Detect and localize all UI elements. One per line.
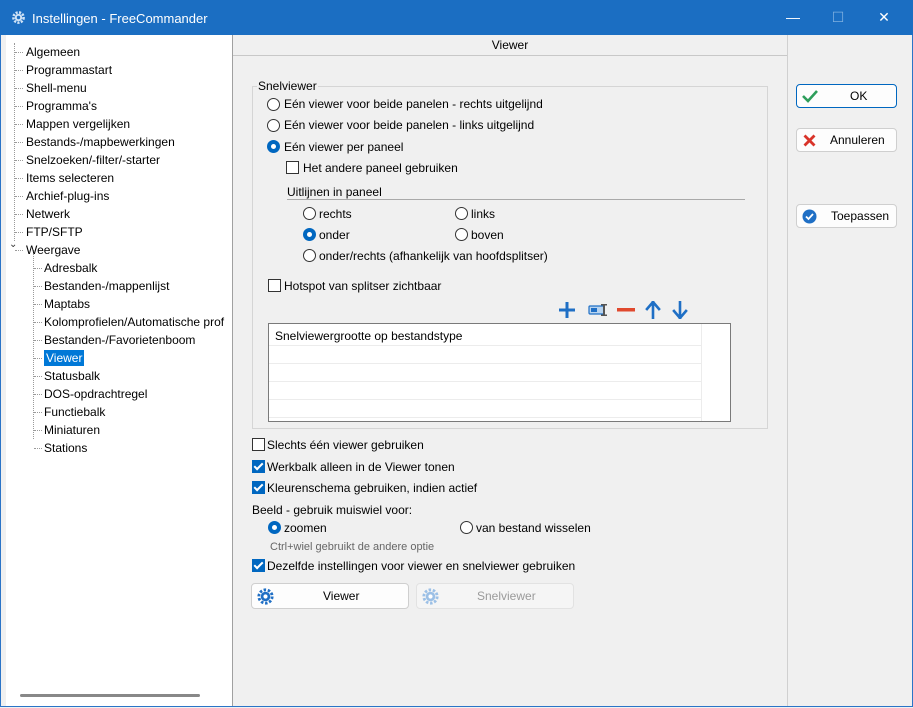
ok-label: OK [850, 89, 868, 103]
tree-connector [15, 106, 23, 107]
tree-connector [34, 448, 42, 449]
tree-item-ftp-sftp[interactable] [26, 223, 83, 241]
align-right-label: rechts [319, 207, 352, 221]
viewer-per-panel-radio[interactable] [267, 140, 280, 153]
tree-item-label: Algemeen [26, 45, 81, 59]
color-scheme-label: Kleurenschema gebruiken, indien actief [267, 481, 478, 495]
tree-connector [15, 214, 23, 215]
tree-item-label: Mappen vergelijken [26, 117, 131, 131]
maximize-button[interactable]: ☐ [831, 9, 845, 25]
tree-item-label: Functiebalk [44, 405, 106, 419]
tree-item-label: Bestands-/mapbewerkingen [26, 135, 175, 149]
list-item[interactable] [269, 399, 702, 418]
window-title: Instellingen - FreeCommander [32, 11, 208, 26]
viewer-settings-button[interactable] [251, 583, 409, 609]
tree-connector [34, 358, 42, 359]
toolbar-only-viewer-label: Werkbalk alleen in de Viewer tonen [267, 460, 455, 474]
tree-connector [34, 394, 42, 395]
tree-item-label: Statusbalk [44, 369, 101, 383]
close-button[interactable]: ✕ [878, 9, 890, 25]
tree-item-bestanden-mappenlijst[interactable] [44, 277, 169, 295]
arrow-down-icon[interactable] [672, 301, 688, 319]
tree-item-label: DOS-opdrachtregel [44, 387, 148, 401]
same-settings-checkbox[interactable] [252, 559, 265, 572]
viewer-per-panel-label: Eén viewer per paneel [284, 140, 404, 154]
align-bottom-label: onder [319, 228, 350, 242]
tree-connector [34, 304, 42, 305]
wheel-hint: Ctrl+wiel gebruikt de andere optie [270, 541, 435, 553]
align-separator [287, 199, 745, 200]
add-icon[interactable] [558, 301, 576, 319]
tree-item-dos-opdrachtregel[interactable] [44, 385, 147, 403]
list-item-label: Snelviewergrootte op bestandstype [275, 329, 463, 343]
tree-item-label: Stations [44, 441, 88, 455]
viewer-both-left-radio[interactable] [267, 119, 280, 132]
tree-item-weergave[interactable] [26, 241, 80, 259]
mousewheel-label: Beeld - gebruik muiswiel voor: [252, 503, 413, 517]
snelviewer-settings-label: Snelviewer [477, 589, 536, 603]
tree-item-adresbalk[interactable] [44, 259, 97, 277]
pane-divider[interactable] [232, 35, 233, 706]
tree-connector [34, 340, 42, 341]
settings-tree[interactable] [6, 35, 232, 706]
tree-item-label: Bestanden-/Favorietenboom [44, 333, 196, 347]
align-right-radio[interactable] [303, 207, 316, 220]
tree-item-label: Bestanden-/mappenlijst [44, 279, 170, 293]
gear-icon [10, 9, 27, 26]
gear-icon [256, 587, 275, 606]
tree-item-label: Programma's [26, 99, 97, 113]
tree-item-bestands-mapbewerkingen[interactable] [26, 133, 175, 151]
tree-connector [15, 124, 23, 125]
tree-item-mappen-vergelijken[interactable] [26, 115, 130, 133]
remove-icon[interactable] [617, 308, 635, 313]
viewer-settings-label: Viewer [323, 589, 360, 603]
tree-item-label: Weergave [26, 243, 81, 257]
list-item[interactable] [269, 381, 702, 400]
checkmark-icon [802, 89, 818, 103]
viewer-both-right-label: Eén viewer voor beide panelen - rechts uitgelijnd [284, 97, 543, 111]
align-top-label: boven [471, 228, 504, 242]
tree-connector [34, 376, 42, 377]
tree-item-stations[interactable] [44, 439, 87, 457]
tree-item-label: Shell-menu [26, 81, 87, 95]
tree-item-label: FTP/SFTP [26, 225, 83, 239]
list-item[interactable] [269, 327, 702, 346]
tree-item-maptabs[interactable] [44, 295, 90, 313]
apply-button[interactable] [796, 204, 897, 228]
tree-item-label: Maptabs [44, 297, 91, 311]
cancel-label: Annuleren [830, 133, 885, 147]
tree-connector [15, 160, 23, 161]
align-label: Uitlijnen in paneel [287, 185, 382, 199]
tree-item-label: Items selecteren [26, 171, 115, 185]
other-panel-checkbox[interactable] [286, 161, 299, 174]
toolbar-only-viewer-checkbox[interactable] [252, 460, 265, 473]
list-column-separator [701, 324, 702, 421]
tree-connector [15, 196, 23, 197]
snelviewer-group-label: Snelviewer [258, 79, 317, 93]
tree-connector [15, 250, 23, 251]
align-auto-label: onder/rechts (afhankelijk van hoofdsplitser) [319, 249, 548, 263]
align-left-label: links [471, 207, 496, 221]
tree-item-label: Viewer [46, 351, 83, 365]
tree-item-viewer[interactable] [44, 349, 84, 367]
tree-connector [34, 430, 42, 431]
same-settings-label: Dezelfde instellingen voor viewer en snelviewer gebruiken [267, 559, 576, 573]
chevron-down-icon[interactable]: ⌄ [9, 239, 18, 250]
wheel-zoom-label: zoomen [284, 521, 327, 535]
tree-connector [15, 88, 23, 89]
color-scheme-checkbox[interactable] [252, 481, 265, 494]
align-left-radio[interactable] [455, 207, 468, 220]
tree-item-label: Kolomprofielen/Automatische prof [44, 315, 225, 329]
viewer-both-right-radio[interactable] [267, 98, 280, 111]
tree-item-label: Archief-plug-ins [26, 189, 110, 203]
tree-connector [15, 142, 23, 143]
hotspot-label: Hotspot van splitser zichtbaar [284, 279, 442, 293]
wheel-zoom-radio[interactable] [268, 521, 281, 534]
tree-connector [34, 286, 42, 287]
wheel-switch-radio[interactable] [460, 521, 473, 534]
only-one-viewer-label: Slechts één viewer gebruiken [267, 438, 424, 452]
tree-item-miniaturen[interactable] [44, 421, 100, 439]
align-top-radio[interactable] [455, 228, 468, 241]
cancel-button[interactable] [796, 128, 897, 152]
wheel-switch-label: van bestand wisselen [476, 521, 591, 535]
apply-label: Toepassen [831, 209, 890, 223]
tree-connector [34, 268, 42, 269]
align-auto-radio[interactable] [303, 249, 316, 262]
tree-item-shell-menu[interactable] [26, 79, 87, 97]
check-circle-icon [802, 209, 817, 224]
list-item[interactable] [269, 345, 702, 364]
tree-item-label: Adresbalk [44, 261, 98, 275]
tree-scrollbar[interactable] [20, 694, 200, 697]
tree-item-programmastart[interactable] [26, 61, 112, 79]
tree-item-label: Netwerk [26, 207, 71, 221]
list-item[interactable] [269, 363, 702, 382]
arrow-up-icon[interactable] [645, 301, 661, 319]
edit-icon[interactable] [588, 302, 610, 318]
tree-connector [15, 52, 23, 53]
tree-item-programma-s[interactable] [26, 97, 97, 115]
tree-item-bestanden-favorietenboom[interactable] [44, 331, 195, 349]
tree-item-functiebalk[interactable] [44, 403, 105, 421]
filetype-size-list[interactable] [268, 323, 731, 422]
only-one-viewer-checkbox[interactable] [252, 438, 265, 451]
viewer-both-left-label: Eén viewer voor beide panelen - links uitgelijnd [284, 118, 535, 132]
tree-item-snelzoeken-filter-starter[interactable] [26, 151, 160, 169]
page-title: Viewer [233, 35, 787, 56]
tree-item-algemeen[interactable] [26, 43, 80, 61]
tree-connector [15, 178, 23, 179]
other-panel-label: Het andere paneel gebruiken [303, 161, 458, 175]
tree-item-statusbalk[interactable] [44, 367, 100, 385]
snelviewer-settings-button[interactable] [416, 583, 574, 609]
align-bottom-radio[interactable] [303, 228, 316, 241]
tree-item-items-selecteren[interactable] [26, 169, 114, 187]
gear-icon [421, 587, 440, 606]
title-bar [0, 0, 913, 35]
tree-item-netwerk[interactable] [26, 205, 70, 223]
close-icon [803, 134, 816, 147]
ok-button[interactable] [796, 84, 897, 108]
tree-item-label: Snelzoeken/-filter/-starter [26, 153, 161, 167]
hotspot-checkbox[interactable] [268, 279, 281, 292]
tree-item-label: Programmastart [26, 63, 113, 77]
minimize-button[interactable]: — [786, 9, 800, 25]
tree-item-kolomprofielen-automatische-prof[interactable] [44, 313, 224, 331]
tree-connector [34, 412, 42, 413]
tree-item-archief-plug-ins[interactable] [26, 187, 109, 205]
tree-connector [15, 70, 23, 71]
button-column-divider [787, 35, 788, 706]
tree-item-label: Miniaturen [44, 423, 101, 437]
tree-connector [34, 322, 42, 323]
tree-connector [15, 232, 23, 233]
